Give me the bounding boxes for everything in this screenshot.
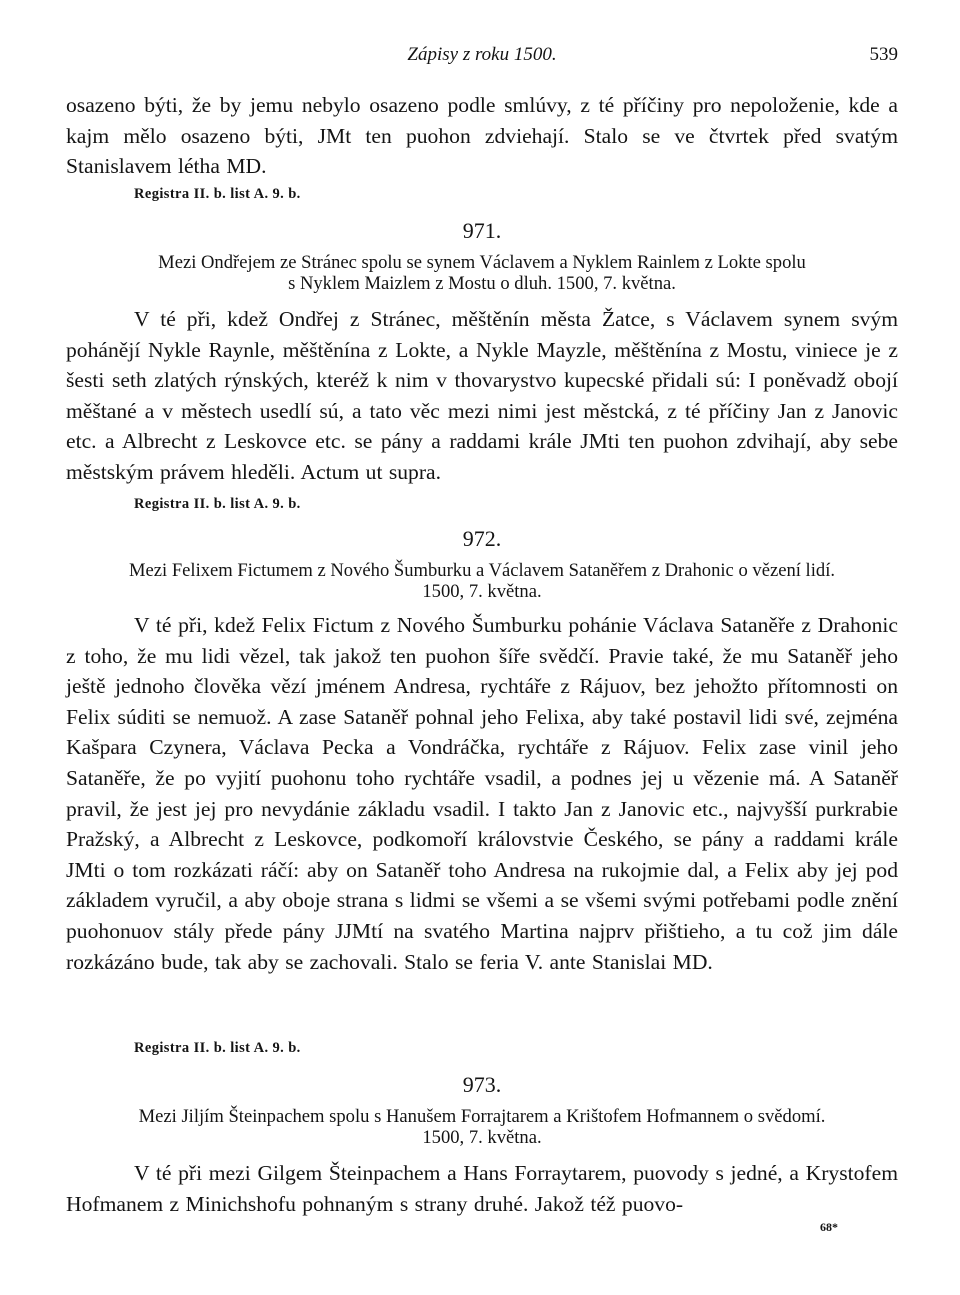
entry-heading-line: Mezi Jiljím Šteinpachem spolu s Hanušem Forrajtarem a Krištofem Hofmannem o svědomí.	[138, 1106, 826, 1127]
intro-section	[66, 90, 898, 182]
entry-registry-note: Registra II. b. list A. 9. b.	[134, 496, 301, 512]
entry-number: 973.	[462, 1072, 502, 1097]
entry-heading-line: 1500, 7. května.	[422, 581, 542, 602]
running-head	[66, 40, 898, 72]
entry-heading-line: s Nyklem Maizlem z Mostu o dluh. 1500, 7. května.	[288, 273, 676, 294]
entry-body	[66, 610, 898, 977]
entry-heading-line: Mezi Ondřejem ze Stránec spolu se synem Václavem a Nyklem Rainlem z Lokte spolu	[158, 252, 806, 273]
intro-paragraph: osazeno býti, že by jemu nebylo osazeno podle smlúvy, z té příčiny pro nepoloženie, kde a kajm mělo osazeno býti, JMt ten puohon zdviehají. Stalo se ve čtvrtek před svatým Stanislavem létha MD.	[66, 93, 898, 179]
entry-paragraph: V té při, kdež Ondřej z Stránec, měštěnín města Žatce, s Václavem synem svým pohánějí Nykle Raynle, měštěnína z Lokte, a Nykle Mayzle, měštěnína z Mostu, viniece je z šesti seth zlatých rýnských, kteréž k nim v thovarystvo kupecské přidali sú: I poněvadž obojí měštané a v městech usedlí sú, a tato věc mezi nimi jest městcká, z té příčiny Jan z Janovic etc. a Albrecht z Leskovce etc. se pány a raddami krále JMti ten puohon zdvihají, aby sebe městským právem hleděli. Actum ut supra.	[66, 307, 898, 484]
entry-body	[66, 304, 898, 488]
intro-registry-note: Registra II. b. list A. 9. b.	[134, 186, 301, 202]
entry-paragraph: V té při mezi Gilgem Šteinpachem a Hans Forraytarem, puovody s jedné, a Krystofem Hofmanem z Minichshofu pohnaným s strany druhé. Jakož též puovo-	[66, 1161, 898, 1216]
entry-heading	[66, 1106, 898, 1148]
entry-heading-line: Mezi Felixem Fictumem z Nového Šumburku a Václavem Sataněřem z Drahonic o vězení lidí.	[128, 560, 836, 581]
entry-body	[66, 1158, 898, 1219]
entry-heading	[66, 560, 898, 602]
entry-heading-line: 1500, 7. května.	[422, 1127, 542, 1148]
entry-number: 971.	[462, 218, 502, 243]
entry-number: 972.	[462, 526, 502, 551]
entry-registry-note: Registra II. b. list A. 9. b.	[134, 1040, 301, 1056]
entry-heading	[66, 252, 898, 294]
signature-mark: 68*	[820, 1220, 838, 1234]
page-number: 539	[869, 44, 898, 65]
running-head-title: Zápisy z roku 1500.	[407, 44, 557, 65]
entry-paragraph: V té při, kdež Felix Fictum z Nového Šumburku pohánie Václava Sataněře z Drahonic z toho, že mu lidi vězel, tak jakož ten puohon šíře svědčí. Pravie také, že mu Sataněř jeho ještě jednoho člověka vězí jménem Andresa, rychtáře z Rájuov, bez jehožto přítomnosti on Felix súditi se nemuož. A zase Sataněř pohnal jeho Felixa, aby také postavil lidi své, zejména Kašpara Czynera, Václava Pecka a Vondráčka, rychtáře z Rájuov. Felix zase vinil jeho Sataněře, že po vyjití puohonu toho rychtáře vsadil, a podnes jej u vězenie má. A Sataněř pravil, že jest jej pro nevydánie základu vsadil. I takto Jan z Janovic etc., najvyšší purkrabie Pražský, a Albrecht z Leskovce, podkomoří královstvie Českého, se pány a raddami krále JMti o tom rozkázati ráčí: aby on Sataněř toho Andresa na rukojmie dal, a Felix aby jej pod základem vyručil, a aby oboje strana s lidmi se všemi a se všemi svými potřebami podle znění puohonuov stály přede pány JJMtí na svatého Martina najprv přištieho, a tu což jim dále rozkázáno bude, tak aby se zachovali. Stalo se feria V. ante Stanislai MD.	[66, 613, 898, 974]
document-page	[66, 40, 898, 1280]
